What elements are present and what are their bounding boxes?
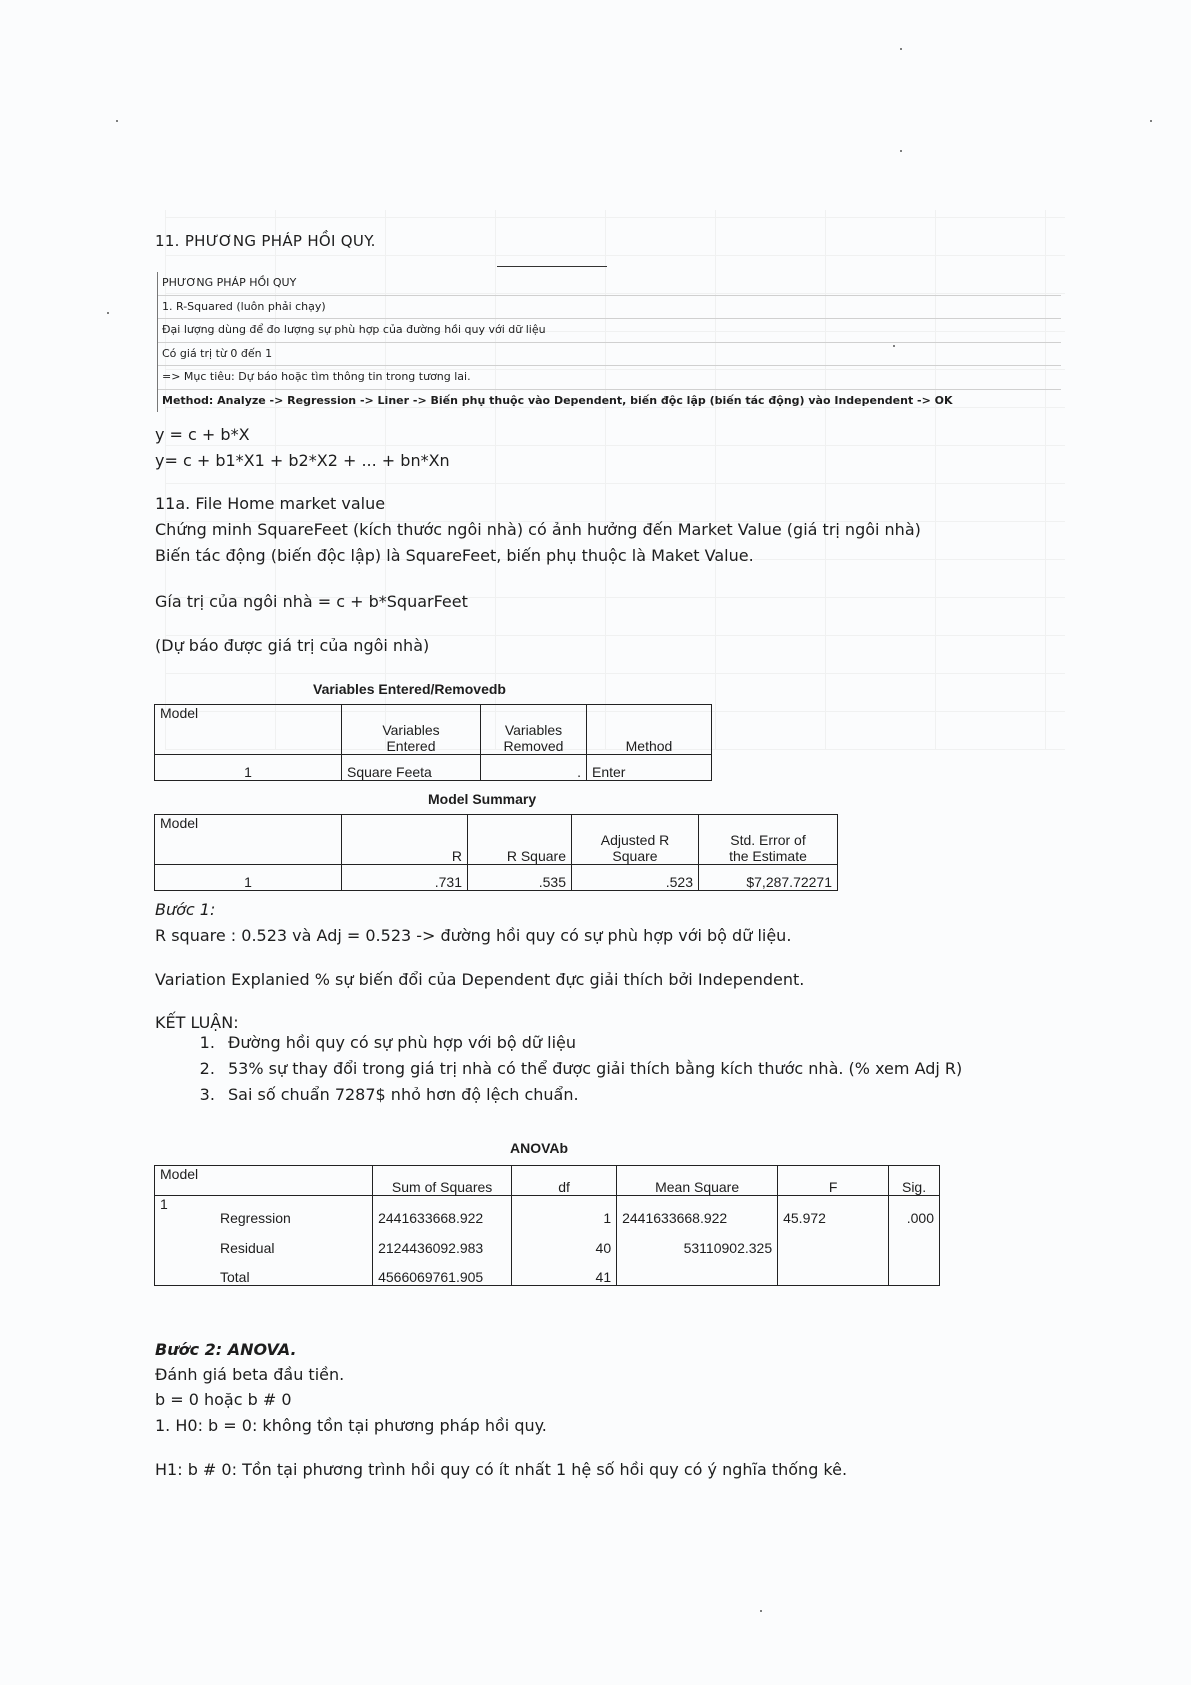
scan-speck xyxy=(900,48,902,50)
intro-line-heading: PHƯƠNG PHÁP HỒI QUY xyxy=(158,272,1061,296)
ms-header-adjusted-r-square: Adjusted R Square xyxy=(572,815,699,865)
conclusion-list xyxy=(180,1030,962,1108)
anova-header-df: df xyxy=(512,1166,617,1196)
ms-header-std-error: Std. Error of the Estimate xyxy=(699,815,838,865)
anova-caption: ANOVAb xyxy=(510,1140,569,1156)
variables-entered-removed-table xyxy=(154,704,712,781)
case-equation: Gía trị của ngôi nhà = c + b*SquarFeet xyxy=(155,592,468,611)
intro-line-definition: Đại lượng dùng để đo lượng sự phù hợp của đường hồi quy với dữ liệu xyxy=(158,319,1061,343)
conclusion-item: 2. 53% sự thay đổi trong giá trị nhà có thể được giải thích bằng kích thước nhà. (% xem Adj R) xyxy=(220,1056,962,1082)
scan-speck xyxy=(893,345,895,347)
step1-title: Bước 1: xyxy=(155,900,216,919)
anova-cell-ms: 2441633668.922 xyxy=(617,1196,778,1226)
cell-entered: Square Feeta xyxy=(342,755,481,781)
conclusion-title: KẾT LUẬN: xyxy=(155,1013,239,1032)
step2-line-1: Đánh giá beta đầu tiền. xyxy=(155,1365,345,1384)
anova-cell-f xyxy=(778,1256,889,1286)
scan-speck xyxy=(900,150,902,152)
scan-speck xyxy=(760,1610,762,1612)
anova-cell-sig xyxy=(889,1226,940,1256)
ms-cell-r: .731 xyxy=(342,865,468,891)
conclusion-item: 1. Đường hồi quy có sự phù hợp với bộ dữ liệu xyxy=(220,1030,962,1056)
header-variables-removed: Variables Removed xyxy=(481,705,587,755)
conclusion-item: 3. Sai số chuẩn 7287$ nhỏ hơn độ lệch chuẩn. xyxy=(220,1082,962,1108)
anova-cell-df: 41 xyxy=(512,1256,617,1286)
step2-title: Bước 2: ANOVA. xyxy=(155,1340,297,1359)
anova-header-sum-of-squares: Sum of Squares xyxy=(373,1166,512,1196)
anova-row-label: Regression xyxy=(215,1196,373,1226)
cell-model: 1 xyxy=(155,755,342,781)
case-forecast: (Dự báo được giá trị của ngôi nhà) xyxy=(155,636,430,655)
intro-line-method: Method: Analyze -> Regression -> Liner -> Biến phụ thuộc vào Dependent, biến độc lập (biến tác động) vào Independent -> OK xyxy=(162,393,953,407)
anova-cell-ms xyxy=(617,1256,778,1286)
anova-header-sig: Sig. xyxy=(889,1166,940,1196)
ms-cell-adjusted-r-square: .523 xyxy=(572,865,699,891)
header-model: Model xyxy=(155,705,342,755)
anova-cell-ss: 4566069761.905 xyxy=(373,1256,512,1286)
anova-cell-ss: 2441633668.922 xyxy=(373,1196,512,1226)
anova-header-model: Model xyxy=(155,1166,373,1196)
step2-h1: H1: b # 0: Tồn tại phương trình hồi quy có ít nhất 1 hệ số hồi quy có ý nghĩa thống kê. xyxy=(155,1460,848,1479)
ms-cell-r-square: .535 xyxy=(468,865,572,891)
intro-box xyxy=(157,272,1061,412)
title-rule xyxy=(497,266,607,267)
intro-line-goal: => Mục tiêu: Dự báo hoặc tìm thông tin trong tương lai. xyxy=(158,366,1061,390)
anova-cell-f xyxy=(778,1226,889,1256)
header-method: Method xyxy=(587,705,712,755)
step2-h0: 1. H0: b = 0: không tồn tại phương pháp hồi quy. xyxy=(155,1416,547,1435)
scan-speck xyxy=(116,120,118,122)
anova-cell-ss: 2124436092.983 xyxy=(373,1226,512,1256)
case-line-2: Biến tác động (biến độc lập) là SquareFeet, biến phụ thuộc là Maket Value. xyxy=(155,546,754,565)
formula-multiple: y= c + b1*X1 + b2*X2 + ... + bn*Xn xyxy=(155,451,450,470)
anova-row-label: Total xyxy=(215,1256,373,1286)
model-summary-table xyxy=(154,814,838,891)
step1-rsquare-line: R square : 0.523 và Adj = 0.523 -> đường hồi quy có sự phù hợp với bộ dữ liệu. xyxy=(155,926,792,945)
anova-cell-ms: 53110902.325 xyxy=(617,1226,778,1256)
ms-cell-model: 1 xyxy=(155,865,342,891)
anova-table xyxy=(154,1165,940,1286)
header-variables-entered: Variables Entered xyxy=(342,705,481,755)
intro-line-rsquared: 1. R-Squared (luôn phải chạy) xyxy=(158,296,1061,320)
ms-header-r: R xyxy=(342,815,468,865)
anova-cell-sig xyxy=(889,1256,940,1286)
anova-cell-f: 45.972 xyxy=(778,1196,889,1226)
anova-header-f: F xyxy=(778,1166,889,1196)
anova-cell-df: 40 xyxy=(512,1226,617,1256)
scan-speck xyxy=(107,312,109,314)
intro-line-range: Có giá trị từ 0 đến 1 xyxy=(158,343,1061,367)
case-line-1: Chứng minh SquareFeet (kích thước ngôi nhà) có ảnh hưởng đến Market Value (giá trị ngôi nhà) xyxy=(155,520,921,539)
section-title: 11. PHƯƠNG PHÁP HỒI QUY. xyxy=(155,232,376,250)
scan-speck xyxy=(1150,120,1152,122)
ms-cell-std-error: $7,287.72271 xyxy=(699,865,838,891)
cell-method: Enter xyxy=(587,755,712,781)
variables-table-caption: Variables Entered/Removedb xyxy=(313,681,506,697)
step2-line-2: b = 0 hoặc b # 0 xyxy=(155,1390,292,1409)
step1-variation-line: Variation Explanied % sự biến đổi của Dependent đực giải thích bởi Independent. xyxy=(155,970,805,989)
ms-header-r-square: R Square xyxy=(468,815,572,865)
model-summary-caption: Model Summary xyxy=(428,791,537,807)
ms-header-model: Model xyxy=(155,815,342,865)
anova-header-mean-square: Mean Square xyxy=(617,1166,778,1196)
anova-model-number: 1 xyxy=(155,1196,216,1286)
anova-cell-df: 1 xyxy=(512,1196,617,1226)
formula-simple: y = c + b*X xyxy=(155,425,250,444)
case-heading: 11a. File Home market value xyxy=(155,494,386,513)
cell-removed: . xyxy=(481,755,587,781)
anova-cell-sig: .000 xyxy=(889,1196,940,1226)
anova-row-label: Residual xyxy=(215,1226,373,1256)
